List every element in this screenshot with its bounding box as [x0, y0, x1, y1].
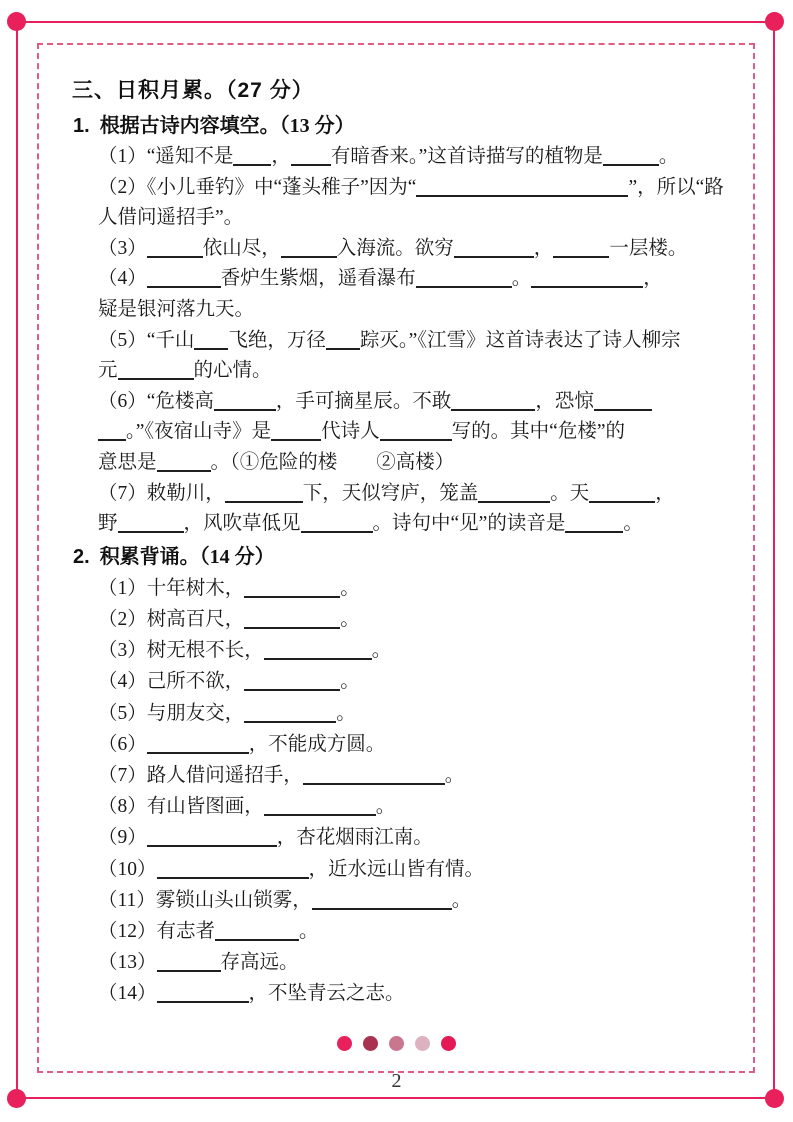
footer-dot-icon: [415, 1036, 430, 1051]
worksheet-line: [98, 916, 722, 947]
text-segment: ，: [533, 237, 554, 259]
answer-blank: [215, 923, 299, 941]
text-segment: （2）《小儿垂钓》中“蓬头稚子”因为“: [98, 176, 417, 198]
text-segment: （1）“遥知不是: [98, 146, 234, 167]
text-segment: 。: [371, 640, 392, 662]
question-title: 根据古诗内容填空。（13 分）: [99, 115, 355, 137]
worksheet-line: [98, 479, 722, 510]
question-item: [98, 573, 722, 604]
answer-blank: [594, 393, 652, 411]
worksheet-line: [98, 448, 722, 479]
answer-blank: [147, 271, 221, 289]
question-item: [98, 698, 722, 729]
text-segment: 。诗句中“见”的读音是: [372, 513, 566, 535]
text-segment: 。: [336, 702, 356, 724]
section-title: 三、日积月累。（27 分）: [72, 79, 314, 102]
text-segment: （1）十年树木，: [98, 577, 245, 599]
answer-blank: [98, 424, 126, 442]
text-segment: 有暗香来。”这首诗描写的植物是: [330, 146, 603, 167]
text-segment: （4）: [98, 268, 147, 290]
text-segment: 。: [340, 671, 360, 693]
question-item: [98, 947, 722, 978]
worksheet-line: [98, 635, 722, 666]
answer-blank: [233, 148, 271, 166]
question-item: [98, 822, 722, 853]
question-item: [98, 264, 722, 325]
answer-blank: [244, 580, 340, 598]
answer-blank: [281, 240, 337, 258]
text-segment: 。: [299, 920, 319, 942]
text-segment: 意思是: [98, 451, 157, 473]
answer-blank: [565, 516, 623, 534]
text-segment: （6）“危楼高: [98, 390, 214, 412]
answer-blank: [264, 643, 372, 661]
text-segment: 踪灭。”《江雪》这首诗表达了诗人柳宗: [359, 329, 681, 351]
answer-blank: [264, 799, 376, 817]
questions: [72, 111, 722, 1010]
question-item: [98, 173, 722, 234]
text-segment: ，近水远山皆有情。: [308, 858, 485, 880]
corner-dot-icon: [765, 12, 784, 31]
text-segment: 香炉生紫烟，遥看瀑布: [220, 268, 416, 290]
text-segment: （14）: [98, 983, 157, 1005]
question-item: [98, 234, 722, 265]
worksheet-line: [98, 203, 722, 234]
text-segment: ，风吹草低见: [183, 513, 301, 535]
answer-blank: [244, 611, 340, 629]
question-item: [98, 666, 722, 697]
text-segment: 元: [98, 360, 118, 382]
text-segment: 存高远。: [220, 952, 299, 974]
answer-blank: [603, 148, 659, 166]
text-segment: （4）己所不欲，: [98, 671, 245, 693]
answer-blank: [244, 674, 340, 692]
answer-blank: [326, 332, 360, 350]
text-segment: ，手可摘星辰。不敢: [275, 390, 452, 412]
answer-blank: [194, 332, 228, 350]
answer-blank: [553, 240, 609, 258]
answer-blank: [301, 516, 373, 534]
worksheet-line: [98, 295, 722, 326]
answer-blank: [271, 424, 321, 442]
worksheet-line: [98, 666, 722, 697]
question-number: 2.: [73, 545, 90, 568]
text-segment: 野: [98, 513, 118, 535]
question-item: [98, 760, 722, 791]
answer-blank: [531, 271, 643, 289]
text-segment: 。: [658, 146, 679, 167]
question-item: [98, 635, 722, 666]
worksheet-line: [98, 729, 722, 760]
question-number: 1.: [73, 115, 90, 137]
answer-blank: [157, 861, 309, 879]
question-title: 积累背诵。（14 分）: [99, 545, 275, 568]
text-segment: 入海流。欲穷: [336, 237, 454, 259]
answer-blank: [380, 424, 452, 442]
text-segment: 。: [623, 513, 643, 535]
question-item: [98, 604, 722, 635]
footer-dot-icon: [441, 1036, 456, 1051]
text-segment: 。: [375, 796, 396, 818]
worksheet-line: [98, 791, 722, 822]
question-item: [98, 916, 722, 947]
worksheet-line: [98, 760, 722, 791]
text-segment: （6）: [98, 733, 147, 755]
question-item: [98, 326, 722, 387]
answer-blank: [291, 148, 331, 166]
text-segment: 依山尽，: [202, 237, 281, 259]
text-segment: 人借问遥招手”。: [98, 207, 244, 229]
worksheet-line: [98, 142, 722, 173]
text-segment: （5）与朋友交，: [98, 702, 245, 724]
worksheet-line: [98, 604, 722, 635]
text-segment: （13）: [98, 952, 157, 974]
text-segment: （12）有志者: [98, 920, 216, 942]
text-segment: ，杏花烟雨江南。: [276, 827, 433, 849]
text-segment: 飞绝，万径: [228, 329, 326, 351]
worksheet-line: [98, 264, 722, 295]
worksheet-line: [98, 822, 722, 853]
answer-blank: [416, 179, 628, 197]
text-segment: （2）树高百尺，: [98, 608, 245, 630]
answer-blank: [225, 485, 303, 503]
answer-blank: [157, 955, 221, 973]
text-segment: 代诗人: [321, 421, 380, 443]
text-segment: （9）: [98, 827, 147, 849]
text-segment: 写的。其中“危楼”的: [451, 421, 625, 443]
footer-dots: [0, 1036, 793, 1051]
question-heading: [73, 111, 722, 141]
answer-blank: [451, 393, 535, 411]
answer-blank: [157, 986, 249, 1004]
worksheet-line: [98, 356, 722, 387]
text-segment: ，恐惊: [535, 390, 594, 412]
question-item: [98, 479, 722, 540]
answer-blank: [303, 767, 445, 785]
worksheet-line: [98, 234, 722, 265]
worksheet-line: [98, 885, 722, 916]
text-segment: （3）树无根不长，: [98, 640, 264, 662]
text-segment: 。: [340, 577, 360, 599]
worksheet-line: [98, 387, 722, 418]
answer-blank: [312, 892, 452, 910]
answer-blank: [214, 393, 276, 411]
footer-dot-icon: [337, 1036, 352, 1051]
worksheet-line: [98, 417, 722, 448]
answer-blank: [589, 485, 655, 503]
answer-blank: [244, 705, 336, 723]
page-number: 2: [391, 1070, 402, 1092]
footer-dot-icon: [389, 1036, 404, 1051]
worksheet-line: [98, 698, 722, 729]
answer-blank: [157, 454, 211, 472]
question-item: [98, 387, 722, 479]
text-segment: ，不坠青云之志。: [248, 983, 405, 1005]
text-segment: 。天: [550, 482, 590, 504]
question-item: [98, 885, 722, 916]
worksheet-line: [98, 947, 722, 978]
footer-dot-icon: [363, 1036, 378, 1051]
text-segment: 。: [444, 764, 465, 786]
question-items: [98, 142, 722, 540]
text-segment: 。（①危险的楼 ②高楼）: [210, 451, 455, 473]
answer-blank: [147, 240, 203, 258]
text-segment: （5）“千山: [98, 329, 195, 351]
text-segment: （11）雾锁山头山锁雾，: [98, 889, 312, 911]
question-items: [98, 573, 722, 1010]
question-item: [98, 791, 722, 822]
text-segment: 的心情。: [193, 360, 272, 382]
text-segment: ，: [655, 482, 675, 504]
text-segment: （10）: [98, 858, 157, 880]
question-heading: [73, 542, 722, 572]
text-segment: （7）路人借问遥招手，: [98, 764, 303, 786]
question-item: [98, 854, 722, 885]
answer-blank: [147, 830, 277, 848]
answer-blank: [118, 516, 184, 534]
text-segment: ，: [643, 268, 663, 290]
answer-blank: [118, 363, 194, 381]
content-area: [72, 74, 722, 1010]
worksheet-line: [98, 573, 722, 604]
text-segment: （3）: [98, 237, 147, 259]
worksheet-line: [98, 173, 722, 204]
text-segment: 一层楼。: [609, 237, 688, 259]
worksheet-line: [98, 854, 722, 885]
corner-dot-icon: [7, 12, 26, 31]
text-segment: 。: [340, 608, 360, 630]
worksheet-line: [98, 509, 722, 540]
answer-blank: [454, 240, 534, 258]
question-item: [98, 142, 722, 173]
text-segment: ，: [271, 146, 291, 167]
worksheet-line: [98, 326, 722, 357]
answer-blank: [478, 485, 550, 503]
answer-blank: [147, 736, 249, 754]
question-item: [98, 729, 722, 760]
text-segment: 。: [511, 268, 532, 290]
answer-blank: [416, 271, 512, 289]
text-segment: 。”《夜宿山寺》是: [126, 421, 272, 443]
text-segment: 。: [451, 889, 472, 911]
text-segment: ，不能成方圆。: [248, 733, 386, 755]
question-item: [98, 978, 722, 1009]
text-segment: （7）敕勒川，: [98, 482, 225, 504]
text-segment: （8）有山皆图画，: [98, 796, 264, 818]
worksheet-line: [98, 978, 722, 1009]
text-segment: 下，天似穹庐，笼盖: [302, 482, 479, 504]
text-segment: ”，所以“路: [628, 176, 724, 198]
text-segment: 疑是银河落九天。: [98, 298, 255, 320]
